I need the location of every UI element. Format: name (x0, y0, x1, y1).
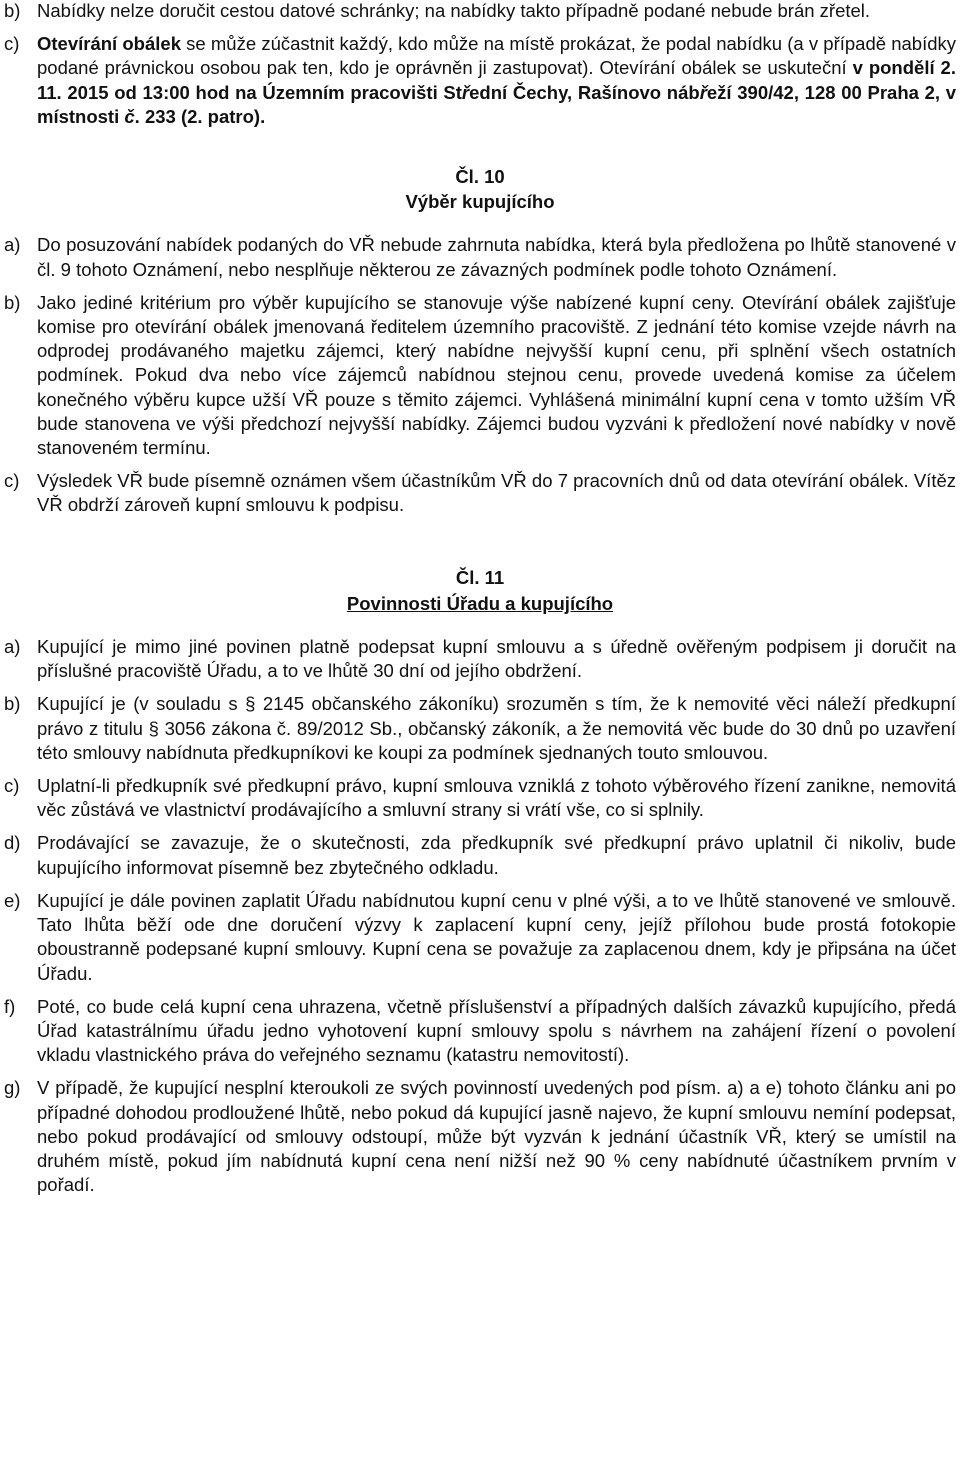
list-item (4, 1076, 956, 1197)
list-item (4, 774, 956, 822)
item-text: Nabídky nelze doručit cestou datové schránky; na nabídky takto případně podané nebude brán zřetel. (37, 0, 871, 21)
item-marker: a) (4, 636, 21, 658)
item-marker: b) (4, 291, 21, 313)
list-item (4, 32, 956, 129)
item-text: Uplatní-li předkupník své předkupní právo, kupní smlouva vzniklá z tohoto výběrového řízení zanikne, nemovitá věc zůstává ve vlastnictví prodávajícího a smluvní strany si vrátí vše, co si splnily. (37, 775, 956, 821)
bold-italic-run: ř (461, 81, 470, 103)
bold-run: ední Čechy, Rašínovo náb (469, 81, 700, 103)
list-item (4, 291, 956, 460)
text-run: se může zúčastnit každý, kdo může na místě prokázat, že podal nabídku (a v případě nabídky podané právnickou osobou pak ten, kdo je oprávněn ji zastupovat). Otevírání obálek se uskuteční (37, 33, 956, 79)
section-title: Výběr kupujícího (405, 191, 555, 213)
item-text: Do posuzování nabídek podaných do VŘ nebude zahrnuta nabídka, která byla předložena po lhůtě stanovené v čl. 9 tohoto Oznámení, nebo nesplňuje některou ze závazných podmínek podle tohoto Oznámení. (37, 234, 956, 280)
list-item (4, 469, 956, 517)
item-marker: f) (4, 995, 16, 1017)
item-marker: b) (4, 0, 21, 21)
bold-run: eží 390/42, 128 00 Praha 2, v místnosti (37, 81, 957, 127)
bold-italic-run: ř (699, 81, 707, 103)
bold-italic-run: č (124, 105, 135, 127)
item-marker: g) (4, 1077, 21, 1099)
item-marker: b) (4, 693, 21, 715)
item-marker: d) (4, 832, 21, 854)
item-text: Jako jediné kritérium pro výběr kupujícího se stanovuje výše nabízené kupní ceny. Otevírání obálek zajišťuje komise pro otevírání obálek jmenovaná ředitelem územního pracoviště. Z jednání této komise vzejde návrh na odprodej prodávaného majetku zájemci, který nabídne nejvyšší kupní cenu, při splnění všech ostatních podmínek. Pokud dva nebo více zájemců nabídnou stejnou cenu, provede uvedená komise za účelem konečného výběru kupce užší VŘ pouze s těmito zájemci. Vyhlášená minimální kupní cena v tomto užším VŘ bude stanovena ve výši předchozí nejvyšší nabídky. Zájemci budou vyzváni k předložení nové nabídky v nově stanoveném termínu. (37, 291, 956, 459)
list-item (4, 0, 956, 23)
list-item (4, 889, 956, 986)
item-marker: e) (4, 889, 21, 911)
item-text (37, 32, 956, 129)
item-text: Prodávající se zavazuje, že o skutečnosti, zda předkupník své předkupní právo uplatnil či nikoliv, bude kupujícího informovat písemně bez zbytečného odkladu. (37, 832, 956, 878)
section-10 (4, 165, 956, 518)
item-text: Kupující je mimo jiné povinen platně podepsat kupní smlouvu a s úředně ověřeným podpisem ji doručit na příslušné pracoviště Úřadu, a to ve lhůtě 30 dní od jejího obdržení. (37, 636, 956, 682)
list-item (4, 995, 956, 1068)
item-text: V případě, že kupující nesplní kteroukoli ze svých povinností uvedených pod písm. a) a e) tohoto článku ani po případné dohodou prodloužené lhůtě, nebo pokud dá kupující jasně najevo, že kupní smlouvu nemíní podepsat, nebo pokud prodávající od smlouvy odstoupí, může být vyzván k jednání účastník VŘ, který se umístil na druhém místě, pokud jím nabídnutá kupní cena není nižší než 90 % ceny nabídnuté účastníkem prvním v pořadí. (37, 1077, 956, 1196)
item-marker: c) (4, 775, 20, 797)
item-text: Kupující je (v souladu s § 2145 občanského zákoníku) srozuměn s tím, že k nemovité věci náleží předkupní právo z titulu § 3056 zákona č. 89/2012 Sb., občanský zákoník, a že nemovitá věc bude do 30 dnů po uzavření této smlouvy nabídnuta předkupníkovi ke koupi za podmínek sjednaných touto smlouvou. (37, 693, 956, 763)
bold-run: v pondělí 2. 11. 2015 od 13:00 hod na Územním pracovišti St (37, 57, 956, 103)
item-text: Kupující je dále povinen zaplatit Úřadu nabídnutou kupní cenu v plné výši, a to ve lhůtě stanovené ve smlouvě. Tato lhůta běží ode dne doručení výzvy k zaplacení kupní ceny, jejíž přílohou bude prostá fotokopie oboustranně podepsané kupní smlouvy. Kupní cena se považuje za zaplacenou dnem, kdy je připsána na účet Úřadu. (37, 889, 956, 984)
item-text: Poté, co bude celá kupní cena uhrazena, včetně příslušenství a případných dalších závazků kupujícího, předá Úřad katastrálnímu úřadu jedno vyhotovení kupní smlouvy spolu s návrhem na zahájení řízení o povolení vkladu vlastnického práva do veřejného seznamu (katastru nemovitostí). (37, 995, 956, 1066)
list-item (4, 831, 956, 879)
list-item (4, 233, 956, 281)
item-text: Výsledek VŘ bude písemně oznámen všem účastníkům VŘ do 7 pracovních dnů od data otevírání obálek. Vítěz VŘ obdrží zároveň kupní smlouvu k podpisu. (37, 470, 956, 516)
bold-lead: Otevírání obálek (37, 33, 181, 55)
section-11 (4, 566, 956, 1198)
bold-run: . 233 (2. patro). (134, 105, 266, 127)
section-number: Čl. 10 (455, 166, 505, 188)
item-marker: c) (4, 33, 20, 55)
list-item (4, 635, 956, 683)
item-marker: c) (4, 470, 20, 492)
item-marker: a) (4, 234, 21, 256)
section-number: Čl. 11 (455, 566, 505, 588)
list-item (4, 692, 956, 765)
section-title: Povinnosti Úřadu a kupujícího (346, 592, 614, 614)
